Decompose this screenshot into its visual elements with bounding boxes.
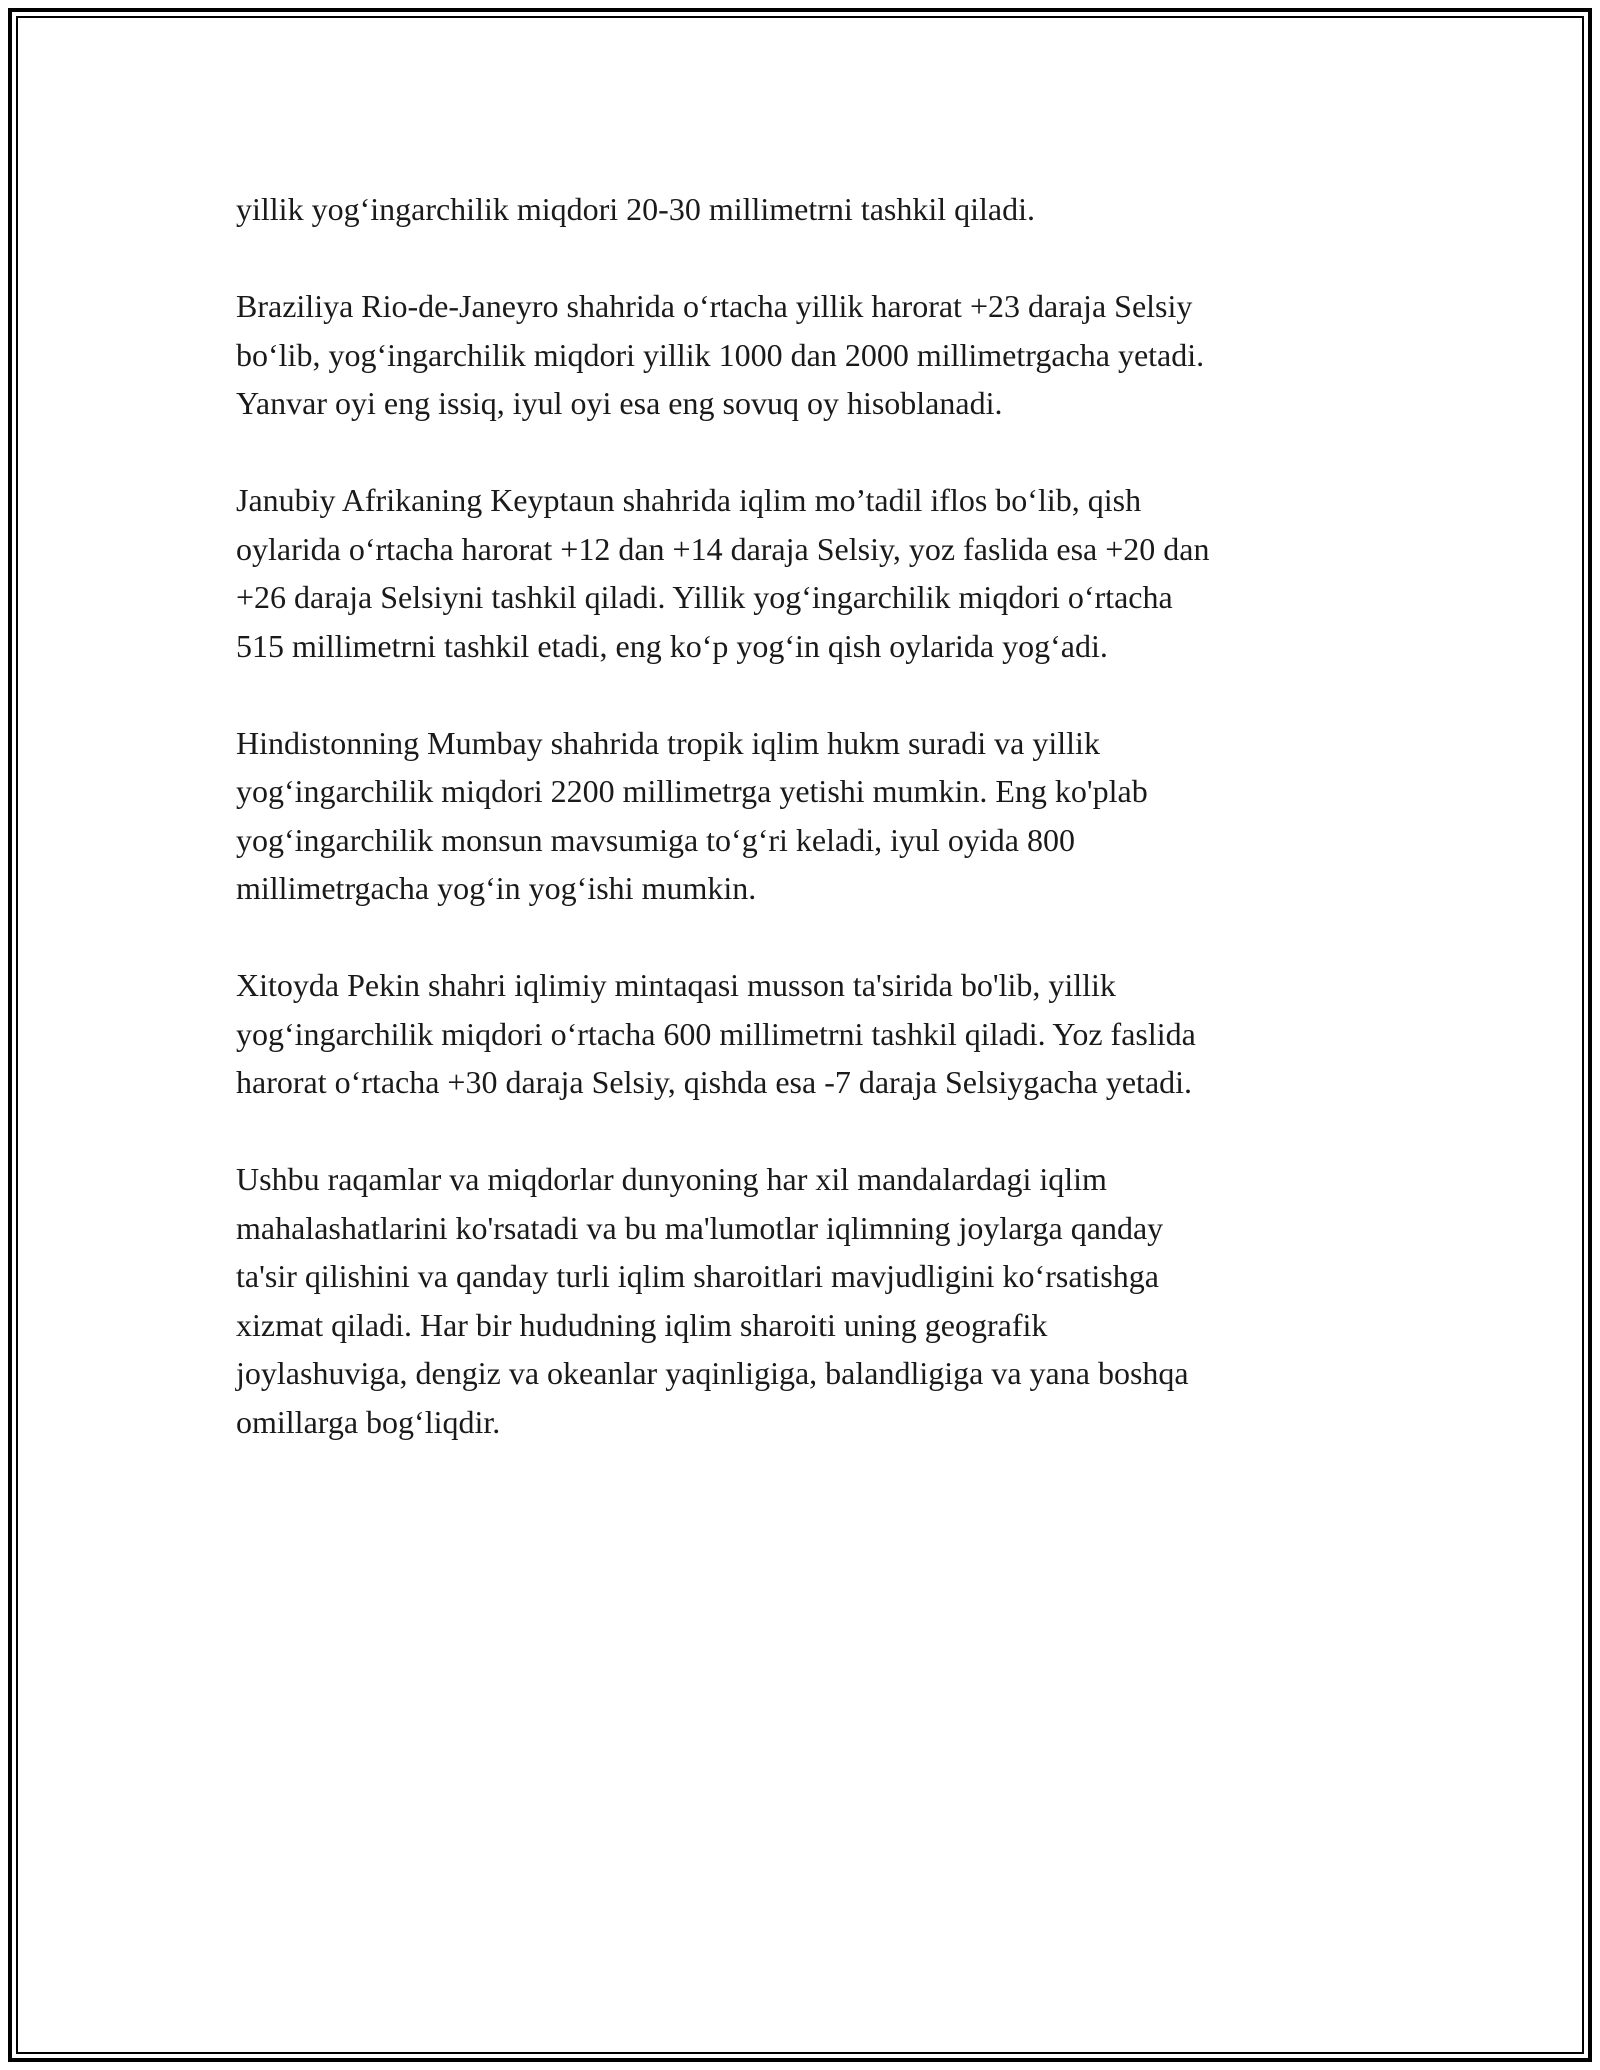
paragraph-conclusion <box>236 1155 1368 1446</box>
text-line: harorat o‘rtacha +30 daraja Selsiy, qishda esa -7 daraja Selsiygacha yetadi. <box>236 1064 1193 1100</box>
text-line: Yanvar oyi eng issiq, iyul oyi esa eng sovuq oy hisoblanadi. <box>236 385 1003 421</box>
text-line: Hindistonning Mumbay shahrida tropik iqlim hukm suradi va yillik <box>236 724 1100 761</box>
text-line: +26 daraja Selsiyni tashkil qiladi. Yillik yog‘ingarchilik miqdori o‘rtacha <box>236 579 1173 615</box>
text-line: Ushbu raqamlar va miqdorlar dunyoning har xil mandalardagi iqlim <box>236 1161 1107 1197</box>
text-line: xizmat qiladi. Har bir hududning iqlim sharoiti uning geografik <box>236 1306 1048 1343</box>
paragraph-cape-town <box>236 476 1368 670</box>
text-line: ta'sir qilishini va qanday turli iqlim sharoitlari mavjudligini ko‘rsatishga <box>236 1258 1159 1294</box>
text-line: Janubiy Afrikaning Keyptaun shahrida iqlim mo’tadil iflos bo‘lib, qish <box>236 482 1142 518</box>
text-line: 515 millimetrni tashkil etadi, eng ko‘p yog‘in qish oylarida yog‘adi. <box>236 627 1108 664</box>
text-line: yog‘ingarchilik monsun mavsumiga to‘g‘ri keladi, iyul oyida 800 <box>236 821 1075 858</box>
text-line: millimetrgacha yog‘in yog‘ishi mumkin. <box>236 870 757 906</box>
text-line: bo‘lib, yog‘ingarchilik miqdori yillik 1000 dan 2000 millimetrgacha yetadi. <box>236 336 1205 373</box>
text-line: Braziliya Rio-de-Janeyro shahrida o‘rtacha yillik harorat +23 daraja Selsiy <box>236 288 1193 324</box>
text-line: mahalashatlarini ko'rsatadi va bu ma'lumotlar iqlimning joylarga qanday <box>236 1209 1164 1246</box>
text-line: Xitoyda Pekin shahri iqlimiy mintaqasi musson ta'sirida bo'lib, yillik <box>236 967 1116 1003</box>
document-body <box>236 185 1368 1495</box>
paragraph-rio-de-janeiro <box>236 282 1368 428</box>
text-line: omillarga bog‘liqdir. <box>236 1403 501 1440</box>
text-line: yog‘ingarchilik miqdori 2200 millimetrga yetishi mumkin. Eng ko'plab <box>236 773 1148 809</box>
text-line: yillik yog‘ingarchilik miqdori 20-30 millimetrni tashkil qiladi. <box>236 191 1036 227</box>
paragraph-rainfall-continued <box>236 185 1368 234</box>
paragraph-beijing <box>236 961 1368 1107</box>
text-line: oylarida o‘rtacha harorat +12 dan +14 daraja Selsiy, yoz faslida esa +20 dan <box>236 530 1210 567</box>
text-line: yog‘ingarchilik miqdori o‘rtacha 600 millimetrni tashkil qiladi. Yoz faslida <box>236 1015 1196 1052</box>
text-line: joylashuviga, dengiz va okeanlar yaqinligiga, balandligiga va yana boshqa <box>236 1355 1189 1391</box>
paragraph-mumbai <box>236 719 1368 913</box>
